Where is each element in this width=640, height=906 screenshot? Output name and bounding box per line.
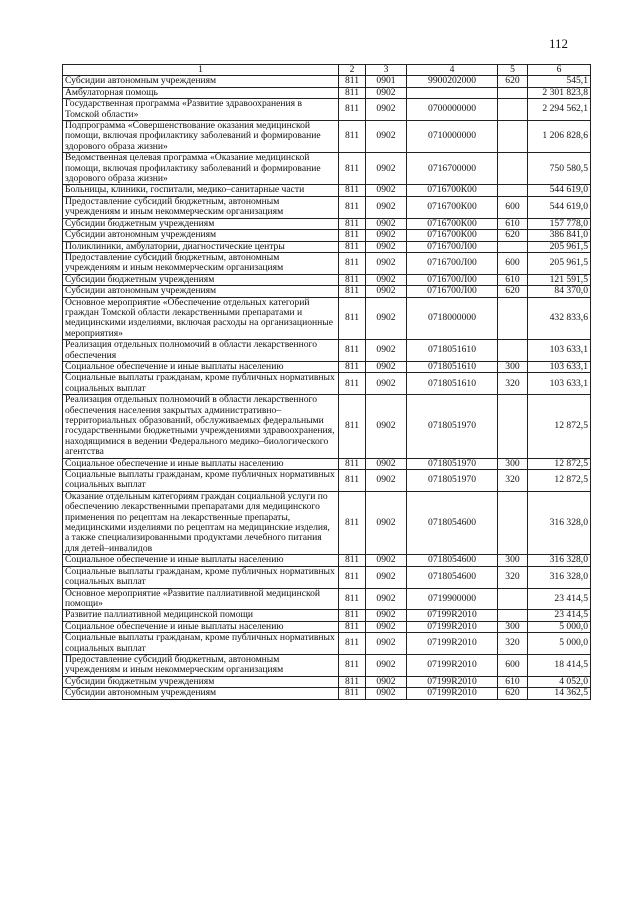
target-article-cell: 0716700К00 — [407, 196, 498, 218]
row-name-cell: Социальные выплаты гражданам, кроме публичных нормативных социальных выплат — [63, 633, 339, 655]
target-article-cell: 9900202000 — [407, 76, 498, 87]
section-code-cell: 0902 — [366, 588, 407, 610]
expense-type-cell — [498, 588, 528, 610]
table-row — [63, 252, 591, 274]
amount-cell: 4 052,0 — [528, 676, 591, 687]
expense-type-cell: 320 — [498, 566, 528, 588]
section-code-cell: 0902 — [366, 218, 407, 229]
row-name-cell: Социальное обеспечение и иные выплаты населению — [63, 621, 339, 632]
table-row — [63, 218, 591, 229]
amount-cell: 432 833,6 — [528, 297, 591, 340]
table-row — [63, 361, 591, 372]
table-row — [63, 241, 591, 252]
amount-cell: 18 414,5 — [528, 654, 591, 676]
table-row — [63, 676, 591, 687]
expense-type-cell — [498, 121, 528, 153]
ministry-code-cell: 811 — [339, 458, 366, 469]
column-header: 5 — [498, 65, 528, 76]
row-name-cell: Субсидии автономным учреждениям — [63, 76, 339, 87]
section-code-cell: 0902 — [366, 633, 407, 655]
ministry-code-cell: 811 — [339, 230, 366, 241]
section-code-cell: 0902 — [366, 470, 407, 492]
target-article-cell: 07199R2010 — [407, 654, 498, 676]
section-code-cell: 0902 — [366, 566, 407, 588]
column-header: 6 — [528, 65, 591, 76]
row-name-cell: Субсидии бюджетным учреждениям — [63, 676, 339, 687]
amount-cell: 121 591,5 — [528, 274, 591, 285]
column-header: 2 — [339, 65, 366, 76]
amount-cell: 103 633,1 — [528, 373, 591, 395]
target-article-cell: 07199R2010 — [407, 621, 498, 632]
section-code-cell: 0902 — [366, 87, 407, 98]
row-name-cell: Социальное обеспечение и иные выплаты населению — [63, 555, 339, 566]
column-header: 3 — [366, 65, 407, 76]
amount-cell: 2 294 562,1 — [528, 99, 591, 121]
amount-cell: 84 370,0 — [528, 286, 591, 297]
row-name-cell: Предоставление субсидий бюджетным, автономным учреждениям и иным некоммерческим организациям — [63, 654, 339, 676]
amount-cell: 5 000,0 — [528, 633, 591, 655]
budget-table — [62, 64, 591, 700]
ministry-code-cell: 811 — [339, 621, 366, 632]
amount-cell: 2 301 823,8 — [528, 87, 591, 98]
expense-type-cell: 610 — [498, 274, 528, 285]
table-row — [63, 633, 591, 655]
section-code-cell: 0902 — [366, 230, 407, 241]
section-code-cell: 0902 — [366, 340, 407, 362]
ministry-code-cell: 811 — [339, 395, 366, 458]
ministry-code-cell: 811 — [339, 121, 366, 153]
table-row — [63, 286, 591, 297]
expense-type-cell: 620 — [498, 230, 528, 241]
target-article-cell: 0716700Л00 — [407, 274, 498, 285]
section-code-cell: 0902 — [366, 688, 407, 699]
section-code-cell: 0902 — [366, 196, 407, 218]
ministry-code-cell: 811 — [339, 654, 366, 676]
table-row — [63, 121, 591, 153]
expense-type-cell: 620 — [498, 286, 528, 297]
table-row — [63, 230, 591, 241]
target-article-cell: 0718051610 — [407, 361, 498, 372]
target-article-cell: 0718054600 — [407, 566, 498, 588]
table-row — [63, 274, 591, 285]
row-name-cell: Подпрограмма «Совершенствование оказания медицинской помощи, включая профилактику заболеваний и формирование здорового образа жизни» — [63, 121, 339, 153]
table-row — [63, 688, 591, 699]
ministry-code-cell: 811 — [339, 241, 366, 252]
ministry-code-cell: 811 — [339, 633, 366, 655]
amount-cell: 544 619,0 — [528, 185, 591, 196]
ministry-code-cell: 811 — [339, 274, 366, 285]
section-code-cell: 0902 — [366, 241, 407, 252]
row-name-cell: Ведомственная целевая программа «Оказание медицинской помощи, включая профилактику заболеваний и формирование здорового образа жизни» — [63, 153, 339, 185]
column-header: 4 — [407, 65, 498, 76]
expense-type-cell: 620 — [498, 76, 528, 87]
table-row — [63, 621, 591, 632]
target-article-cell — [407, 87, 498, 98]
expense-type-cell — [498, 241, 528, 252]
table-row — [63, 458, 591, 469]
table-row — [63, 566, 591, 588]
section-code-cell: 0902 — [366, 555, 407, 566]
target-article-cell: 0719900000 — [407, 588, 498, 610]
section-code-cell: 0902 — [366, 286, 407, 297]
section-code-cell: 0902 — [366, 121, 407, 153]
section-code-cell: 0902 — [366, 274, 407, 285]
table-row — [63, 588, 591, 610]
table-body — [63, 65, 591, 700]
ministry-code-cell: 811 — [339, 491, 366, 554]
target-article-cell: 07199R2010 — [407, 610, 498, 621]
table-row — [63, 470, 591, 492]
amount-cell: 103 633,1 — [528, 361, 591, 372]
amount-cell: 545,1 — [528, 76, 591, 87]
amount-cell: 386 841,0 — [528, 230, 591, 241]
target-article-cell: 0718051610 — [407, 373, 498, 395]
amount-cell: 316 328,0 — [528, 555, 591, 566]
page-number: 112 — [548, 36, 568, 51]
target-article-cell: 0718051970 — [407, 395, 498, 458]
expense-type-cell: 610 — [498, 218, 528, 229]
table-header-row — [63, 65, 591, 76]
expense-type-cell — [498, 491, 528, 554]
section-code-cell: 0902 — [366, 297, 407, 340]
row-name-cell: Основное мероприятие «Развитие паллиативной медицинской помощи» — [63, 588, 339, 610]
table-row — [63, 153, 591, 185]
row-name-cell: Предоставление субсидий бюджетным, автономным учреждениям и иным некоммерческим организациям — [63, 196, 339, 218]
table-row — [63, 654, 591, 676]
expense-type-cell: 600 — [498, 252, 528, 274]
row-name-cell: Реализация отдельных полномочий в области лекарственного обеспечения — [63, 340, 339, 362]
expense-type-cell — [498, 395, 528, 458]
ministry-code-cell: 811 — [339, 470, 366, 492]
amount-cell: 157 778,0 — [528, 218, 591, 229]
target-article-cell: 0718000000 — [407, 297, 498, 340]
section-code-cell: 0902 — [366, 676, 407, 687]
target-article-cell: 0718054600 — [407, 491, 498, 554]
amount-cell: 12 872,5 — [528, 470, 591, 492]
amount-cell: 316 328,0 — [528, 566, 591, 588]
table-row — [63, 196, 591, 218]
target-article-cell: 0716700К00 — [407, 185, 498, 196]
table-row — [63, 340, 591, 362]
ministry-code-cell: 811 — [339, 340, 366, 362]
expense-type-cell — [498, 87, 528, 98]
amount-cell: 14 362,5 — [528, 688, 591, 699]
expense-type-cell — [498, 610, 528, 621]
amount-cell: 12 872,5 — [528, 458, 591, 469]
row-name-cell: Социальное обеспечение и иные выплаты населению — [63, 361, 339, 372]
table-row — [63, 555, 591, 566]
row-name-cell: Оказание отдельным категориям граждан социальной услуги по обеспечению лекарственными препаратами для медицинского применения по рецептам на лекарственные препараты, медицинскими изделиями по рецептам на медицинские изделия, а также специализированными продуктами лечебного питания для детей–инвалидов — [63, 491, 339, 554]
table-row — [63, 395, 591, 458]
ministry-code-cell: 811 — [339, 555, 366, 566]
table-row — [63, 87, 591, 98]
target-article-cell: 0718051610 — [407, 340, 498, 362]
ministry-code-cell: 811 — [339, 361, 366, 372]
expense-type-cell: 610 — [498, 676, 528, 687]
expense-type-cell: 300 — [498, 458, 528, 469]
row-name-cell: Поликлиники, амбулатории, диагностические центры — [63, 241, 339, 252]
row-name-cell: Социальные выплаты гражданам, кроме публичных нормативных социальных выплат — [63, 566, 339, 588]
row-name-cell: Субсидии автономным учреждениям — [63, 286, 339, 297]
expense-type-cell: 300 — [498, 361, 528, 372]
row-name-cell: Реализация отдельных полномочий в области лекарственного обеспечения населения закрытых административно–территориальных образований, обслуживаемых федеральными государственными бюджетными учреждениями здравоохранения, находящимися в ведении Федерального медико–биологического агентства — [63, 395, 339, 458]
table-row — [63, 610, 591, 621]
amount-cell: 1 206 828,6 — [528, 121, 591, 153]
expense-type-cell: 320 — [498, 373, 528, 395]
expense-type-cell — [498, 99, 528, 121]
target-article-cell: 07199R2010 — [407, 633, 498, 655]
table-row — [63, 99, 591, 121]
expense-type-cell — [498, 297, 528, 340]
table-row — [63, 373, 591, 395]
target-article-cell: 0718051970 — [407, 470, 498, 492]
amount-cell: 103 633,1 — [528, 340, 591, 362]
amount-cell: 205 961,5 — [528, 252, 591, 274]
row-name-cell: Амбулаторная помощь — [63, 87, 339, 98]
row-name-cell: Государственная программа «Развитие здравоохранения в Томской области» — [63, 99, 339, 121]
table-row — [63, 185, 591, 196]
target-article-cell: 0716700К00 — [407, 218, 498, 229]
section-code-cell: 0902 — [366, 395, 407, 458]
target-article-cell: 0718054600 — [407, 555, 498, 566]
ministry-code-cell: 811 — [339, 688, 366, 699]
ministry-code-cell: 811 — [339, 297, 366, 340]
section-code-cell: 0902 — [366, 361, 407, 372]
amount-cell: 544 619,0 — [528, 196, 591, 218]
expense-type-cell: 620 — [498, 688, 528, 699]
target-article-cell: 0700000000 — [407, 99, 498, 121]
section-code-cell: 0902 — [366, 373, 407, 395]
expense-type-cell: 300 — [498, 555, 528, 566]
row-name-cell: Предоставление субсидий бюджетным, автономным учреждениям и иным некоммерческим организациям — [63, 252, 339, 274]
ministry-code-cell: 811 — [339, 373, 366, 395]
row-name-cell: Субсидии автономным учреждениям — [63, 688, 339, 699]
ministry-code-cell: 811 — [339, 610, 366, 621]
target-article-cell: 07199R2010 — [407, 676, 498, 687]
target-article-cell: 0716700Л00 — [407, 252, 498, 274]
column-header: 1 — [63, 65, 339, 76]
expense-type-cell: 600 — [498, 654, 528, 676]
row-name-cell: Развитие паллиативной медицинской помощи — [63, 610, 339, 621]
section-code-cell: 0902 — [366, 621, 407, 632]
amount-cell: 316 328,0 — [528, 491, 591, 554]
amount-cell: 205 961,5 — [528, 241, 591, 252]
row-name-cell: Социальные выплаты гражданам, кроме публичных нормативных социальных выплат — [63, 470, 339, 492]
ministry-code-cell: 811 — [339, 99, 366, 121]
table-row — [63, 491, 591, 554]
section-code-cell: 0902 — [366, 654, 407, 676]
row-name-cell: Субсидии автономным учреждениям — [63, 230, 339, 241]
ministry-code-cell: 811 — [339, 153, 366, 185]
amount-cell: 23 414,5 — [528, 610, 591, 621]
expense-type-cell: 600 — [498, 196, 528, 218]
ministry-code-cell: 811 — [339, 286, 366, 297]
table-row — [63, 297, 591, 340]
row-name-cell: Основное мероприятие «Обеспечение отдельных категорий граждан Томской области лекарственными препаратами и медицинскими изделиями, включая расходы на организационные мероприятия» — [63, 297, 339, 340]
target-article-cell: 0718051970 — [407, 458, 498, 469]
target-article-cell: 0716700Л00 — [407, 286, 498, 297]
section-code-cell: 0902 — [366, 185, 407, 196]
ministry-code-cell: 811 — [339, 76, 366, 87]
expense-type-cell — [498, 153, 528, 185]
row-name-cell: Социальные выплаты гражданам, кроме публичных нормативных социальных выплат — [63, 373, 339, 395]
ministry-code-cell: 811 — [339, 196, 366, 218]
ministry-code-cell: 811 — [339, 252, 366, 274]
section-code-cell: 0902 — [366, 458, 407, 469]
section-code-cell: 0902 — [366, 610, 407, 621]
expense-type-cell: 300 — [498, 621, 528, 632]
amount-cell: 750 580,5 — [528, 153, 591, 185]
expense-type-cell — [498, 185, 528, 196]
ministry-code-cell: 811 — [339, 588, 366, 610]
section-code-cell: 0902 — [366, 491, 407, 554]
section-code-cell: 0902 — [366, 99, 407, 121]
expense-type-cell — [498, 340, 528, 362]
section-code-cell: 0902 — [366, 153, 407, 185]
ministry-code-cell: 811 — [339, 566, 366, 588]
table-row — [63, 76, 591, 87]
target-article-cell: 0716700000 — [407, 153, 498, 185]
amount-cell: 23 414,5 — [528, 588, 591, 610]
target-article-cell: 0716700Л00 — [407, 241, 498, 252]
ministry-code-cell: 811 — [339, 185, 366, 196]
expense-type-cell: 320 — [498, 633, 528, 655]
row-name-cell: Социальное обеспечение и иные выплаты населению — [63, 458, 339, 469]
section-code-cell: 0901 — [366, 76, 407, 87]
target-article-cell: 0710000000 — [407, 121, 498, 153]
row-name-cell: Больницы, клиники, госпитали, медико–санитарные части — [63, 185, 339, 196]
amount-cell: 12 872,5 — [528, 395, 591, 458]
amount-cell: 5 000,0 — [528, 621, 591, 632]
ministry-code-cell: 811 — [339, 676, 366, 687]
ministry-code-cell: 811 — [339, 87, 366, 98]
row-name-cell: Субсидии бюджетным учреждениям — [63, 218, 339, 229]
expense-type-cell: 320 — [498, 470, 528, 492]
row-name-cell: Субсидии бюджетным учреждениям — [63, 274, 339, 285]
ministry-code-cell: 811 — [339, 218, 366, 229]
target-article-cell: 07199R2010 — [407, 688, 498, 699]
target-article-cell: 0716700К00 — [407, 230, 498, 241]
section-code-cell: 0902 — [366, 252, 407, 274]
